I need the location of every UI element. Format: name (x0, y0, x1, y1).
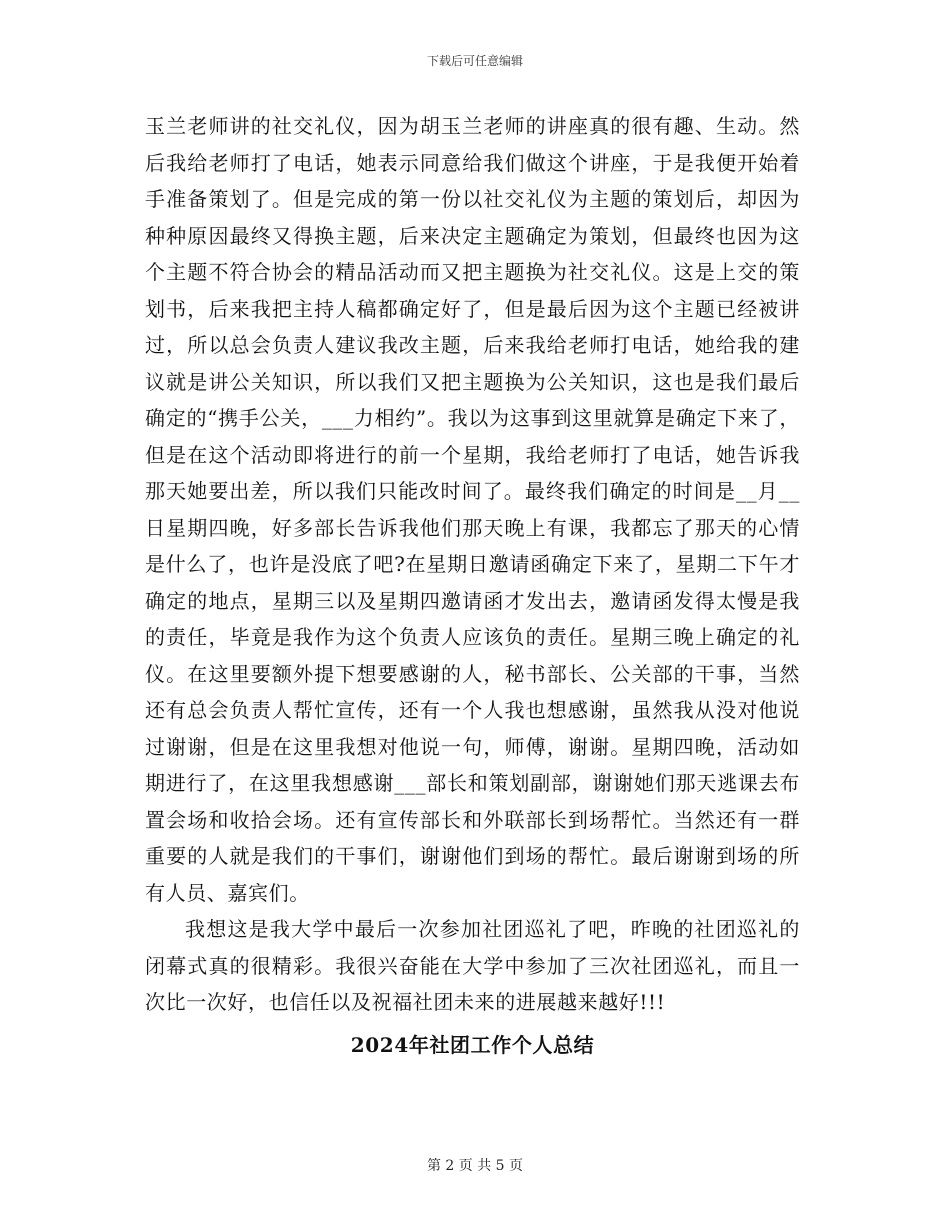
section-title: 2024年社团工作个人总结 (350, 1032, 595, 1057)
page-header-note: 下载后可任意编辑 (426, 54, 523, 68)
page-number: 第 2 页 共 5 页 (426, 1158, 524, 1174)
paragraph-continued: 玉兰老师讲的社交礼仪，因为胡玉兰老师的讲座真的很有趣、生动。然后我给老师打了电话，她表示同意给我们做这个讲座，于是我便开始着手准备策划了。但是完成的第一份以社交礼仪为主题的策划后，却因为种种原因最终又得换主题，后来决定主题确定为策划，但最终也因为这个主题不符合协会的精品活动而又把主题换为社交礼仪。这是上交的策划书，后来我把主持人稿都确定好了，但是最后因为这个主题已经被讲过，所以总会负责人建议我改主题，后来我给老师打电话，她给我的建议就是讲公关知识，所以我们又把主题换为公关知识，这也是我们最后确定的“携手公关，___力相约”。我以为这事到这里就算是确定下来了，但是在这个活动即将进行的前一个星期，我给老师打了电话，她告诉我那天她要出差，所以我们只能改时间了。最终我们确定的时间是__月__日星期四晚，好多部长告诉我他们那天晚上有课，我都忘了那天的心情是什么了，也许是没底了吧?在星期日邀请函确定下来了，星期二下午才确定的地点，星期三以及星期四邀请函才发出去，邀请函发得太慢是我的责任，毕竟是我作为这个负责人应该负的责任。星期三晚上确定的礼仪。在这里要额外提下想要感谢的人，秘书部长、公关部的干事，当然还有总会负责人帮忙宣传，还有一个人我也想感谢，虽然我从没对他说过谢谢，但是在这里我想对他说一句，师傅，谢谢。星期四晚，活动如期进行了，在这里我想感谢___部长和策划副部，谢谢她们那天逃课去布置会场和收拾会场。还有宣传部长和外联部长到场帮忙。当然还有一群重要的人就是我们的干事们，谢谢他们到场的帮忙。最后谢谢到场的所有人员、嘉宾们。 (145, 114, 800, 905)
paragraph-closing: 我想这是我大学中最后一次参加社团巡礼了吧，昨晚的社团巡礼的闭幕式真的很精彩。我很兴奋能在大学中参加了三次社团巡礼，而且一次比一次好，也信任以及祝福社团未来的进展越来越好!!! (145, 917, 800, 1014)
document-body (145, 108, 800, 1063)
